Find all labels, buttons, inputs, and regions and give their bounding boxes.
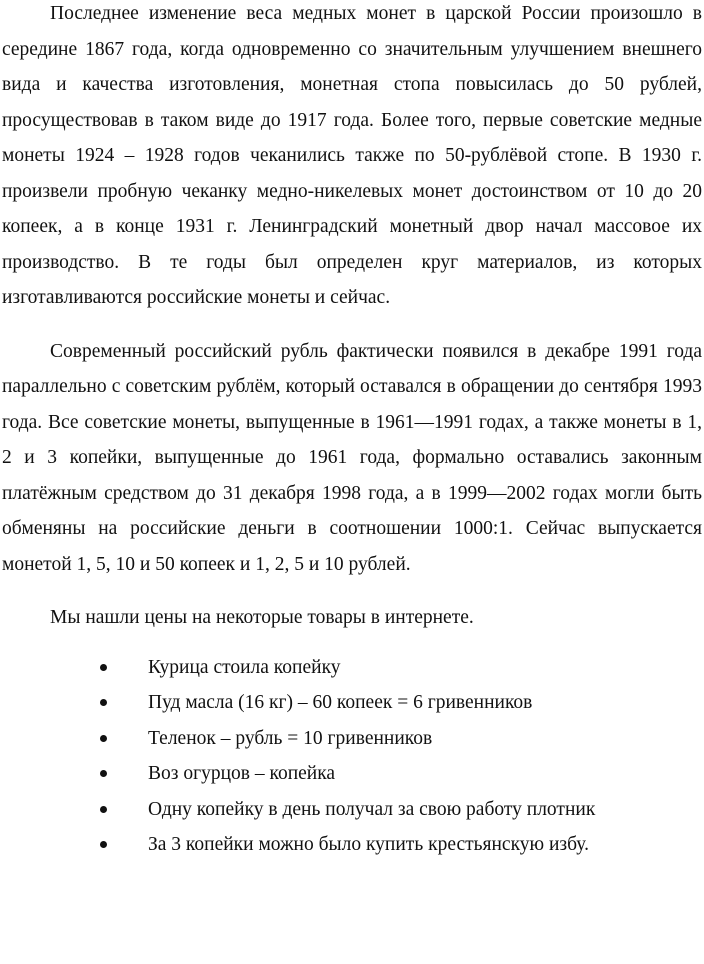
list-item [2,756,702,792]
list-item-text: За 3 копейки можно было купить крестьянскую избу. [148,834,589,855]
list-item-text: Одну копейку в день получал за свою работу плотник [148,798,596,820]
bullet-icon [100,699,107,706]
list-item-text: Пуд масла (16 кг) – 60 копеек = 6 гривенников [148,692,533,713]
bullet-icon [100,735,107,742]
list-item [2,650,702,686]
list-item [2,721,702,757]
paragraph-copper-coins-history: Последнее изменение веса медных монет в царской России произошло в середине 1867 года, когда одновременно со значительным улучшением внешнего вида и качества изготовления, монетная стопа повысилась до 50 рублей, просуществовав в таком виде до 1917 года. Более того, первые советские медные монеты 1924 – 1928 годов чеканились также по 50-рублёвой стопе. В 1930 г. произвели пробную чеканку медно-никелевых монет достоинством от 10 до 20 копеек, а в конце 1931 г. Ленинградский монетный двор начал массовое их производство. В те годы был определен круг материалов, из которых изготавливаются российские монеты и сейчас. [2,3,702,308]
paragraph-modern-ruble: Современный российский рубль фактически появился в декабре 1991 года параллельно с советским рублём, который оставался в обращении до сентября 1993 года. Все советские монеты, выпущенные в 1961—1991 годах, а также монеты в 1, 2 и 3 копейки, выпущенные до 1961 года, формально оставались законным платёжным средством до 31 декабря 1998 года, а в 1999—2002 годах могли быть обменяны на российские деньги в соотношении 1000:1. Сейчас выпускается монетой 1, 5, 10 и 50 копеек и 1, 2, 5 и 10 рублей. [2,340,702,575]
bullet-icon [100,806,107,813]
list-item [2,792,702,828]
list-item [2,827,702,863]
price-list [2,650,702,863]
bullet-icon [100,664,107,671]
paragraph-prices-intro: Мы нашли цены на некоторые товары в интернете. [50,607,474,628]
list-item-text: Курица стоила копейку [148,656,341,678]
list-item [2,685,702,721]
bullet-icon [100,841,107,848]
list-item-text: Воз огурцов – копейка [148,763,336,784]
list-item-text: Теленок – рубль = 10 гривенников [148,727,433,749]
bullet-icon [100,770,107,777]
